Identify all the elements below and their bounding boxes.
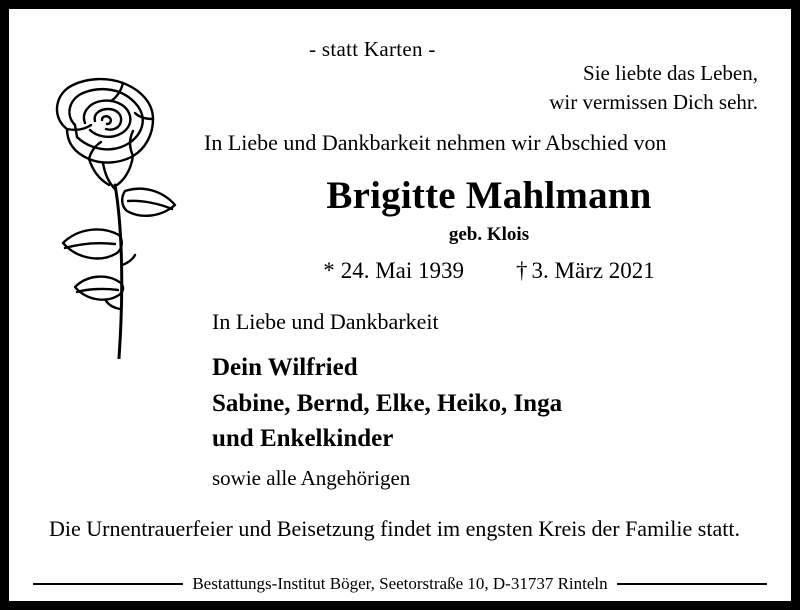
rose-illustration [29, 59, 189, 359]
family-line-3: und Enkelkinder [212, 425, 394, 452]
verse-block [549, 59, 758, 117]
relatives-line: sowie alle Angehörigen [212, 466, 411, 490]
family-line-1: Dein Wilfried [212, 354, 358, 381]
farewell-line: In Liebe und Dankbarkeit nehmen wir Abschied von [204, 130, 667, 155]
life-dates [204, 258, 774, 284]
deceased-name: Brigitte Mahlmann [326, 174, 652, 217]
footer-rule-left [33, 583, 183, 585]
verse-line-1: Sie liebte das Leben, [583, 61, 758, 85]
death-symbol: † [516, 258, 528, 283]
statt-karten-label: - statt Karten - [309, 37, 436, 61]
death-date: 3. März 2021 [531, 258, 655, 283]
obituary-inner [9, 9, 791, 601]
footer [9, 571, 791, 597]
verse-line-2: wir vermissen Dich sehr. [549, 89, 758, 114]
birth-symbol: * [323, 258, 335, 283]
family-line-2: Sabine, Bernd, Elke, Heiko, Inga [212, 389, 563, 417]
maiden-name: geb. Klois [448, 224, 530, 245]
family-block [212, 350, 562, 457]
birth-date: 24. Mai 1939 [340, 258, 465, 283]
gratitude-line: In Liebe und Dankbarkeit [212, 309, 439, 334]
ceremony-note: Die Urnentrauerfeier und Beisetzung findet im engsten Kreis der Familie statt. [49, 516, 740, 541]
footer-rule-right [617, 583, 767, 585]
funeral-home-info: Bestattungs-Institut Böger, Seetorstraße 10, D-31737 Rinteln [192, 574, 608, 593]
